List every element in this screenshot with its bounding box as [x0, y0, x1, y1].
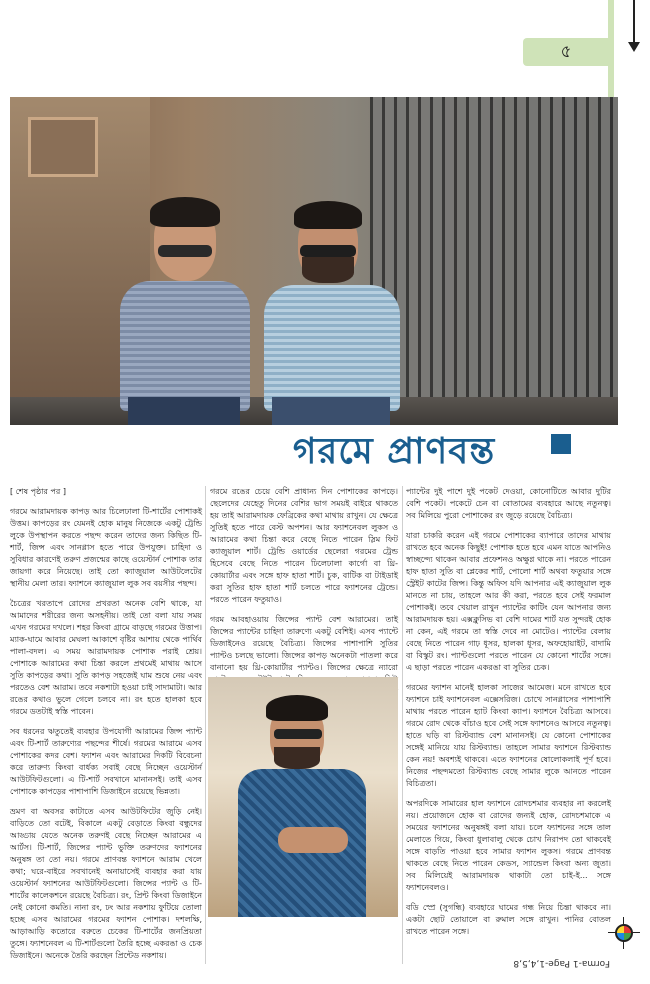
model-3-arm	[278, 827, 348, 853]
photo-gate	[370, 97, 618, 425]
paragraph: গরমে রঙের চেয়ে বেশি প্রাধান্য দিন পোশাকের কাপড়ে। ছেলেদের যেহেতু দিনের বেশির ভাগ সময়ই বাইরে থাকতে হয় তাই আরামদায়ক ফেব্রিকের কথা মাথায় রাখুন। যে ক্ষেত্রে সুতিই হতে পারে বেস্ট অপশন। আর ফ্যাশনেবল লুকস ও আরামের কথা চিন্তা করে বেছে নিতে পারেন স্লিম ফিট ক্যাজুয়াল শার্ট। ট্রেন্ডি ওয়ার্ডের ছেলেরা গরমের ট্রেন্ড হিসেবে বেছে নিতে পারেন ঢিলেঢালা কার্গো বা থ্রি-কোয়ার্টার এবং সঙ্গে হাফ হাতা শার্ট। চুক, বাটিক বা টাইডাই করা সুতির হাফ হাতা শার্ট চলতে পারে ফ্যাশনের ট্রেন্ডে। পরতে পারেন ফতুয়াও।	[210, 487, 398, 604]
model-2-sunglasses	[300, 245, 356, 257]
model-1-sunglasses	[158, 245, 212, 257]
registration-mark-icon	[615, 924, 633, 942]
down-arrow-line	[633, 0, 635, 44]
hero-photo	[10, 97, 618, 425]
paragraph: সব ধরনের ঋতুতেই ব্যবহার উপযোগী আরামের জিন্স প্যান্ট এবং টি-শার্ট তারুণ্যের পছন্দের শীর্ষে। গরমের আরামে এসব পোশাকের কদর বেশ। ফ্যাশন এবং আরামের দিকটি বিবেচনা করে তারুণ্য কিংবা বার্ধক্য সবাই বেছে নিচ্ছেন ওয়েস্টার্ন আউটফিটগুলো। এ টি-শার্ট সবখানে মানানসই। তাই এসব পোশাকে কাপড়ের পাশাপাশি ডিজাইনে রয়েছে ভিন্নতা।	[10, 727, 202, 796]
paragraph: অপরদিকে সামারের হাল ফ্যাশনে রোদচশমার ব্যবহার না করলেই নয়। প্রয়োজনে হোক বা রোদের জন্যই হোক, রোদচশমাকে এ সময়ের ফ্যাশনের অনুষঙ্গই বলা যায়। চলে ফ্যাশনের সঙ্গে তাল মেলাতে গিয়ে, কিংবা ধুলাবালু থেকে চোখ নিরাপদ তো থাকবেই সঙ্গে বাড়তি পাওয়া হবে সামার ফ্যাশন লুকস। গরমে প্রাণবন্ত থাকতে বেছে নিতে পারেন কেডস, স্যান্ডেল কিংবা অন্য জুতা। সব মিলিয়েই আরামদায়ক থাকাটা তো চাই-ই... সঙ্গে ফ্যাশনেবলও।	[406, 799, 611, 892]
paragraph: বডি স্প্রে (সুগন্ধি) ব্যবহারে ঘামের গন্ধ নিয়ে চিন্তা থাকবে না। একটা ছোট তোয়ালে বা রুমাল সঙ্গে রাখুন। পানির বোতল রাখতে পারেন সঙ্গে।	[406, 903, 611, 936]
paragraph: গরমে আরামদায়ক কাপড় আর চিলেঢালা টি-শার্টের পোশাকই উত্তম। কাপড়ের রং যেমনই হোক মানুষ নিজেকে একটু ট্রেন্ডি লুকে উপস্থাপন করতে পছন্দ করেন তাদের জন্য কিছিত টি-শার্ট, জিন্স এবং সানগ্লাস হতে পারে উপযুক্ত। চাহিদা ও সুবিধার কারণেই তরুণ প্রজন্মের কাছে ওয়েস্টার্ন পোশাক তার জায়গা করে নিয়েছে। তাই তো ক্যাজুয়াল আউটলেটের স্থানীয় মেলা তার। ফ্যাশনে ক্যাজুয়াল লুক সব বয়সীর পছন্দ।	[10, 507, 202, 588]
model-2-hair	[294, 201, 362, 229]
print-forma-label: Forma-1 Page-1,4,5,8	[513, 958, 610, 968]
photo-window	[28, 117, 98, 177]
paragraph: প্যান্টের দুই পাশে দুই পকেট দেওয়া, কোনোটিতে আবার দুটির বেশি পকেট। পকেটে চেন বা বোতামের ব্যবহারে আছে নতুনত্ব। সব মিলিয়ে পুরো পোশাকের রং জুড়ে রয়েছে বৈচিত্র্য।	[406, 487, 611, 520]
page-number: ৫	[560, 42, 572, 62]
continued-note: [ শেষ পৃষ্ঠার পর ]	[10, 487, 66, 496]
model-2-beard	[302, 257, 354, 283]
column-divider	[402, 486, 403, 964]
model-photo	[208, 677, 398, 917]
down-arrow-icon	[628, 42, 640, 52]
paragraph: ভ্রমণ বা অবসর কাটাতে এসব আউটফিটের জুড়ি নেই। বাড়িতে তো বটেই, বিকালে একটু বেড়াতে কিংবা বন্ধুদের আড্ডায় যেতে অনেক তরুণই বেছে নিচ্ছেন আরামের এ আর্টস। টি-শার্ট, জিন্সের প্যান্ট ভুক্তি তরুণদের ফ্যাশনের অনুষঙ্গ তা তো নয়। গরমে প্রাণবন্ত ফ্যাশনে আরাম খেলে কথা; ঘরে-বাইরে সবখানেই অনায়াসেই ব্যবহার করা যায় ওয়েস্টার্ন ফ্যাশনের আউটফিটগুলো। জিন্সের প্যান্ট ও টি-শার্টের কালেকশনে রয়েছে বৈচিত্র্য। রং, প্রিন্ট কিংবা ডিজাইনে নেই কোনো কমতি। নানা রং, ঢং আর নকশায় ফুটিয়ে তোলা হচ্ছে এসব আরামের গরমের ফ্যাশন পোশাক। দশলক্ষি, আড়াআড়ি কতোরে বরুতে চেকের টি-শার্টের জনপ্রিয়তা তুঙ্গে। ফ্যাশনেবল এ টি-শার্টগুলো তৈরি হচ্ছে একরঙা ও চেক ডিজাইনে। অনেকে তৈরি করছেন প্রিন্টেড নকশায়।	[10, 807, 202, 960]
paragraph: চৈত্রের খরতাপে রোদের প্রখরতা অনেক বেশি থাকে, যা আমাদের শরীরের জন্য অসহনীয়। তাই তো বলা যায় সময় এখন গরমের দখলে। শহর কিংবা গ্রামে বাড়ছে গরমের উত্তাপ। ম্যাক-ঘামে আবার মেঘলা আকাশে বৃষ্টির আশায় থেকে পার্থিব পালা-বদল। এ সময় আরামদায়ক পোশাক পরাই শ্রেয়। পোশাকে আরামের কথা চিন্তা করলে প্রথমেই মাথায় আসে সুতি কাপড়ের কথা। সুতি কাপড় সহজেই ঘাম শুষে নেয় এবং পরতেও বেশ আরাম। তবে নকশাটা হওয়া চাই সাদামাটা। আর রঙের কথাও ভুলে গেলে চলবে না। রং হতে হালকা হবে গরমে ডতটাই স্বস্তি পাবেন।	[10, 599, 202, 716]
model-1-hair	[150, 197, 220, 227]
paragraph: গরমের ফ্যাশন মানেই হালকা সাজের আমেজ। মনে রাখতে হবে ফ্যাশনে চাই ফ্যাশনেবল এক্সেসরিজ। চোখে সানগ্লাসের পাশাপাশি মাথায় পরতে পারেন হ্যাট কিংবা ক্যাপ। ফ্যাশনে বৈচিত্র্য আসবে। গরমে রোদ থেকে বাঁচাও হবে সেই সঙ্গে ফ্যাশনেও আসবে নতুনত্ব। হাতে ঘড়ি বা রিস্টব্যান্ড বেশ মানানসই। যে কোনো পোশাকের সঙ্গেই মানিয়ে যায় রিস্টব্যান্ড। তাহলে সামার ফ্যাশনে রিস্টব্যান্ড কেন নয়! অবশ্যই থাকবে। এতে ফ্যাশনের ষোলোকলাই পূর্ণ হবে। নিজের পছন্দমতো রিস্টব্যান্ড বেছে সামার লুকে আনতে পারেন বিচিত্রতা।	[406, 683, 611, 788]
model-1-shirt	[120, 281, 250, 411]
model-3-beard	[274, 747, 320, 769]
paragraph: যারা চাকরি করেন এই গরমে পোশাকের ব্যাপারে তাদের মাথায় রাখতে হবে অনেক কিছুই! পোশাক হতে হবে এমন যাতে আপনিও স্বাচ্ছন্দ্যে থাকেন আবার প্রফেশনও অক্ষুণ্ণ থাকে না। পরতে পারেন হাফ হাতা সুতি বা প্লেকের শার্ট, পোলো শার্ট অথবা ফতুয়ার সঙ্গে স্ট্রেইট কাটের জিন্স। কিন্তু অফিস যদি আপনার এই ক্যাজুয়াল লুক মানতে না চায়, তাহলে আর কী করা, পরতে হবে সেই ফরমাল পোশাকই। তবে খেয়াল রাখুন প্যান্টের কাটিং যেন আপনার জন্য আরামদায়ক হয়। এক্সক্লুসিভ বা বেশি দামের শার্ট যত সুন্দরই হোক না কেন, এই গরমে তা স্বস্তি দেবে না মোটেও। প্যান্টের বেলায় বেছে নিতে পারেন গাঢ় ধূসর, হালকা ধূসর, অফহোয়াইট, বাদামি বা বিস্কুট রং। প্যান্টগুলো পরতে পারেন যে কোনো শার্টের সঙ্গে। এ ছাড়া পরতে পারেন একরঙা বা সুতির চেক।	[406, 531, 611, 672]
title-square-icon	[551, 434, 571, 454]
model-3-glasses	[274, 729, 322, 739]
column-divider	[205, 486, 206, 964]
article-column-3	[406, 486, 611, 966]
article-title: গরমে প্রাণবন্ত	[292, 430, 496, 472]
model-1-jeans	[128, 397, 240, 425]
model-3-hair	[266, 695, 328, 721]
article-column-2	[210, 486, 398, 672]
model-2-shirt	[264, 285, 400, 411]
paragraph: গরম আবহাওয়ায় জিন্সের প্যান্ট বেশ আরামের। তাই জিন্সের প্যান্টের চাহিদা তারুণ্যে একটু বেশিই। এসব প্যান্টে ডিজাইনেও রয়েছে বৈচিত্র্য। জিন্সের পাশাপাশি সুতির প্যান্টও চলছে ভালো। জিন্সের কাপড় অনেকটা পাতলা করে বানানো হয় থ্রি-কোয়ার্টার প্যান্টও। জিন্সের ক্ষেত্রে ন্যারো	[210, 615, 398, 672]
article-column-1	[10, 486, 202, 960]
